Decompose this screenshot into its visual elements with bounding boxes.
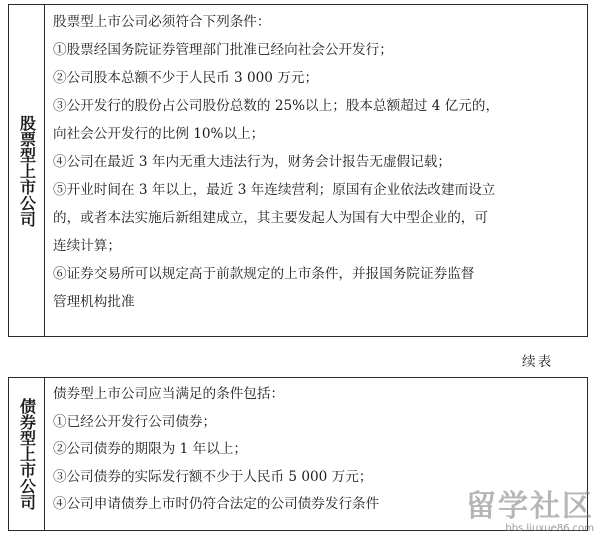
stock-line: ①股票经国务院证券管理部门批准已经向社会公开发行； [53,42,393,58]
stock-line: 股票型上市公司必须符合下列条件： [53,14,271,30]
stock-side-header [9,5,45,336]
stock-side-label: 股票型上市公司 [17,114,37,227]
bond-side-header [9,378,45,530]
stock-line: 连续计算； [53,238,121,254]
stock-listing-table [8,4,588,337]
bond-line: ③公司债券的实际发行额不少于人民币 5 000 万元； [53,468,373,485]
stock-line: ④公司在最近 3 年内无重大违法行为，财务会计报告无虚假记载； [53,154,451,170]
bond-line: ①已经公开发行公司债券； [53,413,217,430]
stock-line: 管理机构批准 [53,294,135,310]
watermark-brand: 留学社区 [466,489,594,524]
stock-conditions [45,5,587,336]
continued-label: 续表 [522,354,554,370]
bond-line: ②公司债券的期限为 1 年以上； [53,441,248,457]
stock-line: 向社会公开发行的比例 10%以上； [53,126,265,142]
stock-line: ③公开发行的股份占公司股份总数的 25%以上；股本总额超过 4 亿元的， [53,98,500,114]
bond-side-label: 债券型上市公司 [17,398,37,510]
stock-line: ②公司股本总额不少于人民币 3 000 万元； [53,70,319,86]
bond-line: 债券型上市公司应当满足的条件包括： [53,386,285,402]
stock-line: ⑥证券交易所可以规定高于前款规定的上市条件，并报国务院证券监督 [53,266,475,282]
stock-line: 的，或者本法实施后新组建成立，其主要发起人为国有大中型企业的，可 [53,210,488,226]
stock-line: ⑤开业时间在 3 年以上，最近 3 年连续营利；原国有企业依法改建而设立 [53,182,496,198]
site-watermark [466,489,594,534]
bond-line: ④公司申请债券上市时仍符合法定的公司债券发行条件 [53,496,380,512]
watermark-url: bbs.liuxue86.com [505,523,594,534]
